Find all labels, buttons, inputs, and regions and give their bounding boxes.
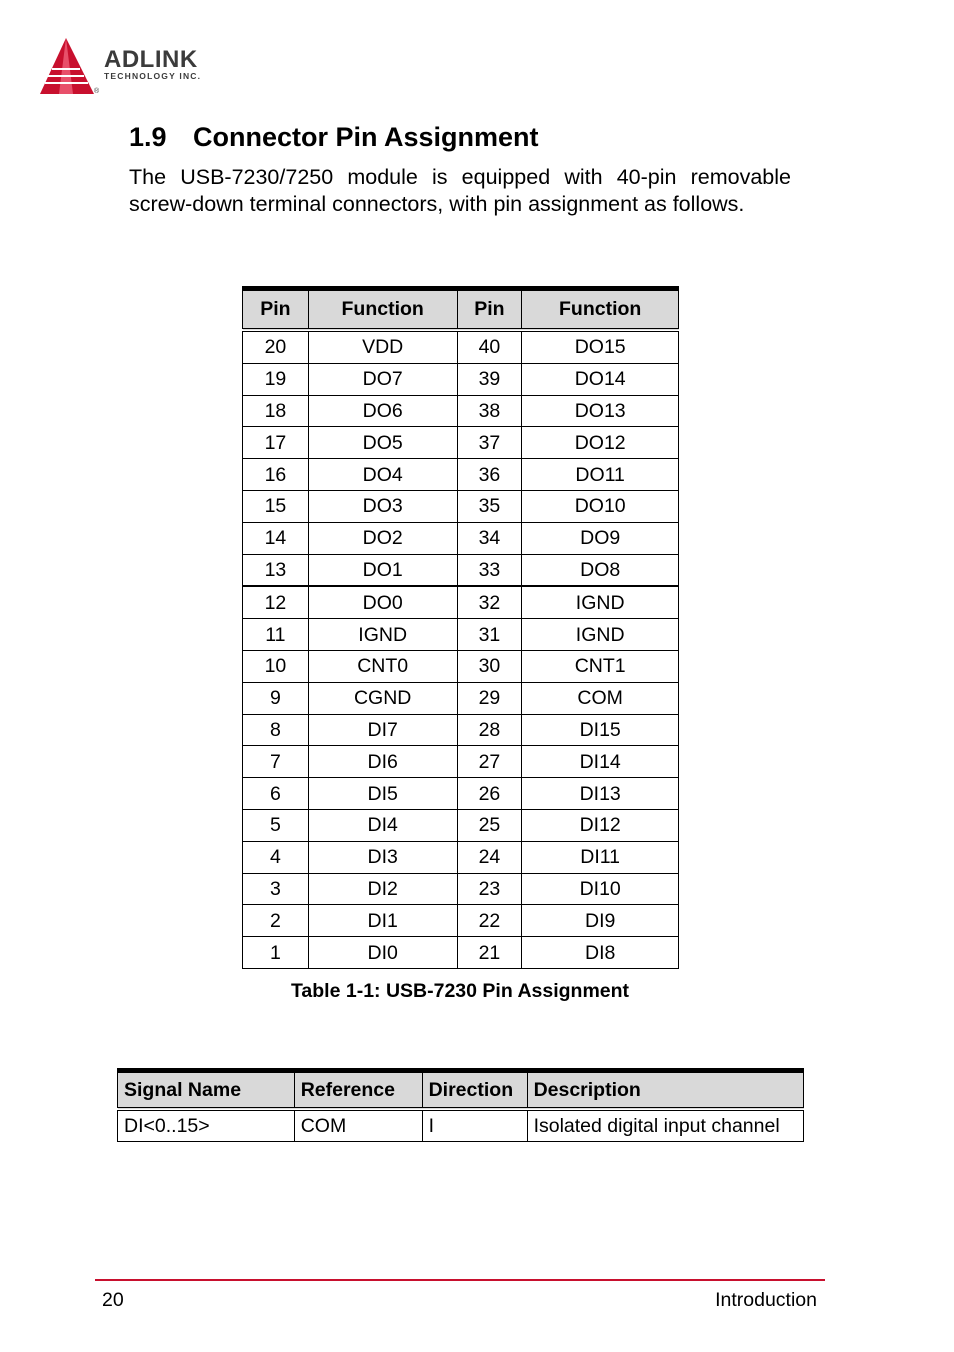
- pin-cell: 38: [457, 395, 522, 427]
- pin-cell: 6: [243, 778, 309, 810]
- function-cell: DI12: [522, 809, 679, 841]
- function-cell: CGND: [308, 682, 457, 714]
- function-cell: DO11: [522, 459, 679, 491]
- pin-cell: 2: [243, 905, 309, 937]
- pin-cell: 36: [457, 459, 522, 491]
- function-cell: DI5: [308, 778, 457, 810]
- table-caption: Table 1-1: USB-7230 Pin Assignment: [290, 980, 630, 1002]
- pin-cell: 33: [457, 554, 522, 586]
- function-cell: DO12: [522, 427, 679, 459]
- description-cell: Isolated digital input channel: [527, 1109, 803, 1142]
- function-cell: DO5: [308, 427, 457, 459]
- function-cell: DO0: [308, 586, 457, 618]
- pin-table-body: [243, 330, 679, 968]
- pin-cell: 18: [243, 395, 309, 427]
- pin-cell: 8: [243, 714, 309, 746]
- footer-divider: [95, 1279, 825, 1281]
- pin-cell: 9: [243, 682, 309, 714]
- pin-cell: 10: [243, 650, 309, 682]
- pin-cell: 40: [457, 330, 522, 363]
- pin-cell: 4: [243, 841, 309, 873]
- signal-name-cell: DI<0..15>: [118, 1109, 295, 1142]
- function-cell: DO10: [522, 490, 679, 522]
- signal-description-table: [117, 1068, 804, 1142]
- chapter-name: Introduction: [715, 1289, 817, 1311]
- table-row: [243, 522, 679, 554]
- pin-cell: 34: [457, 522, 522, 554]
- pin-assignment-table: [242, 286, 679, 969]
- table-row: [243, 619, 679, 651]
- function-cell: VDD: [308, 330, 457, 363]
- table-row: [243, 841, 679, 873]
- pin-cell: 11: [243, 619, 309, 651]
- signal-row: [118, 1109, 804, 1142]
- logo-subtitle: TECHNOLOGY INC.: [104, 71, 202, 81]
- function-cell: DO1: [308, 554, 457, 586]
- function-cell: DI1: [308, 905, 457, 937]
- function-cell: DI0: [308, 937, 457, 969]
- header-direction: Direction: [422, 1071, 527, 1110]
- registered-mark: ®: [94, 88, 100, 95]
- function-cell: IGND: [308, 619, 457, 651]
- pin-cell: 14: [243, 522, 309, 554]
- function-cell: DI8: [522, 937, 679, 969]
- pin-cell: 16: [243, 459, 309, 491]
- adlink-logo: [38, 36, 238, 100]
- pin-cell: 28: [457, 714, 522, 746]
- function-cell: DO14: [522, 363, 679, 395]
- pin-cell: 22: [457, 905, 522, 937]
- function-cell: DO3: [308, 490, 457, 522]
- pin-cell: 5: [243, 809, 309, 841]
- table-row: [243, 490, 679, 522]
- function-cell: DO15: [522, 330, 679, 363]
- pin-cell: 32: [457, 586, 522, 618]
- section-heading: [129, 120, 539, 154]
- pin-table-header-row: [243, 289, 679, 331]
- section-number: 1.9: [129, 122, 167, 152]
- logo-brand: ADLINK: [104, 46, 198, 73]
- function-cell: DO13: [522, 395, 679, 427]
- pin-cell: 19: [243, 363, 309, 395]
- function-cell: DI15: [522, 714, 679, 746]
- pin-cell: 21: [457, 937, 522, 969]
- pin-cell: 1: [243, 937, 309, 969]
- table-row: [243, 330, 679, 363]
- pin-cell: 31: [457, 619, 522, 651]
- pin-cell: 30: [457, 650, 522, 682]
- function-cell: DI4: [308, 809, 457, 841]
- function-cell: DO9: [522, 522, 679, 554]
- pin-cell: 37: [457, 427, 522, 459]
- signal-table-header-row: [118, 1071, 804, 1110]
- function-cell: IGND: [522, 586, 679, 618]
- pin-cell: 7: [243, 746, 309, 778]
- function-cell: DI3: [308, 841, 457, 873]
- function-cell: DI6: [308, 746, 457, 778]
- pin-cell: 35: [457, 490, 522, 522]
- function-cell: DO7: [308, 363, 457, 395]
- table-row: [243, 682, 679, 714]
- table-row: [243, 363, 679, 395]
- table-row: [243, 395, 679, 427]
- function-cell: IGND: [522, 619, 679, 651]
- pin-cell: 17: [243, 427, 309, 459]
- section-title: Connector Pin Assignment: [193, 122, 539, 152]
- intro-paragraph: The USB-7230/7250 module is equipped with 40-pin removable screw-down terminal connectors, with pin assignment as follows.: [129, 165, 791, 216]
- pin-cell: 15: [243, 490, 309, 522]
- pin-cell: 27: [457, 746, 522, 778]
- function-cell: DI11: [522, 841, 679, 873]
- header-signal-name: Signal Name: [118, 1071, 295, 1110]
- function-cell: DI7: [308, 714, 457, 746]
- function-cell: DO2: [308, 522, 457, 554]
- table-row: [243, 650, 679, 682]
- page-number: 20: [102, 1289, 124, 1311]
- table-row: [243, 586, 679, 618]
- table-row: [243, 778, 679, 810]
- table-row: [243, 427, 679, 459]
- pin-cell: 25: [457, 809, 522, 841]
- function-cell: CNT1: [522, 650, 679, 682]
- function-cell: DI13: [522, 778, 679, 810]
- header-function-2: Function: [522, 289, 679, 331]
- adlink-triangle-icon: [38, 36, 102, 98]
- pin-cell: 3: [243, 873, 309, 905]
- table-row: [243, 746, 679, 778]
- header-pin-1: Pin: [243, 289, 309, 331]
- pin-cell: 23: [457, 873, 522, 905]
- pin-cell: 26: [457, 778, 522, 810]
- table-row: [243, 714, 679, 746]
- header-function-1: Function: [308, 289, 457, 331]
- table-row: [243, 937, 679, 969]
- function-cell: COM: [522, 682, 679, 714]
- table-row: [243, 459, 679, 491]
- function-cell: DI10: [522, 873, 679, 905]
- pin-cell: 13: [243, 554, 309, 586]
- function-cell: DI14: [522, 746, 679, 778]
- header-description: Description: [527, 1071, 803, 1110]
- function-cell: DI9: [522, 905, 679, 937]
- function-cell: DI2: [308, 873, 457, 905]
- function-cell: CNT0: [308, 650, 457, 682]
- function-cell: DO6: [308, 395, 457, 427]
- header-pin-2: Pin: [457, 289, 522, 331]
- pin-cell: 24: [457, 841, 522, 873]
- pin-cell: 20: [243, 330, 309, 363]
- pin-cell: 29: [457, 682, 522, 714]
- table-row: [243, 873, 679, 905]
- pin-cell: 39: [457, 363, 522, 395]
- function-cell: DO8: [522, 554, 679, 586]
- table-row: [243, 809, 679, 841]
- reference-cell: COM: [294, 1109, 422, 1142]
- header-reference: Reference: [294, 1071, 422, 1110]
- table-row: [243, 554, 679, 586]
- direction-cell: I: [422, 1109, 527, 1142]
- table-row: [243, 905, 679, 937]
- pin-cell: 12: [243, 586, 309, 618]
- function-cell: DO4: [308, 459, 457, 491]
